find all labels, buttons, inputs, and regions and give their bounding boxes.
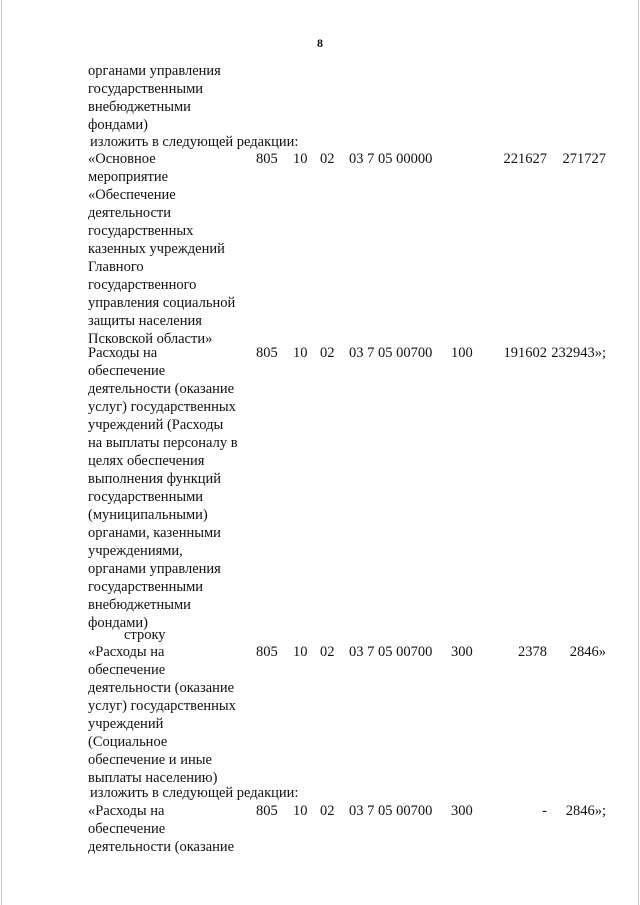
text-line: фондами) [88,117,148,133]
section-code: 10 [293,345,308,361]
expense-type-code: 300 [451,644,473,660]
row-name-line: фондами) [88,615,148,631]
instruction-text: изложить в следующей редакции: [90,134,299,150]
subsection-code: 02 [320,345,335,361]
row-name-line: государственными [88,579,204,595]
row-name-line: органами управления [88,561,221,577]
row-name-line: «Расходы на [88,803,165,819]
row-name-line: Главного [88,259,144,275]
row-name-line: Расходы на [88,345,158,361]
scan-edge-left [1,0,2,905]
row-name-line: услуг) государственных [88,698,236,714]
row-name-line: (муниципальными) [88,507,208,523]
row-name-line: выплаты населению) [88,770,218,786]
section-code: 10 [293,644,308,660]
amount-year-2: 2846» [569,644,606,660]
target-code: 03 7 05 00000 [349,151,433,167]
amount-year-2: 232943»; [551,345,606,361]
row-name-line: обеспечение [88,821,166,837]
target-code: 03 7 05 00700 [349,345,433,361]
amount-year-2: 2846»; [565,803,606,819]
amount-year-1: 2378 [518,644,547,660]
instruction-text: строку [124,627,166,643]
row-name-line: «Обеспечение [88,187,176,203]
instruction-text: изложить в следующей редакции: [90,785,299,801]
row-name-line: учреждений (Расходы [88,417,224,433]
subsection-code: 02 [320,644,335,660]
page-number: 8 [317,36,323,50]
row-name-line: обеспечение [88,363,166,379]
row-name-line: обеспечение и иные [88,752,212,768]
subsection-code: 02 [320,151,335,167]
row-name-line: (Социальное [88,734,168,750]
expense-type-code: 100 [451,345,473,361]
amount-year-2: 271727 [562,151,606,167]
ministry-code: 805 [256,345,278,361]
ministry-code: 805 [256,644,278,660]
row-name-line: деятельности (оказание [88,680,235,696]
row-name-line: государственного [88,277,197,293]
row-name-line: деятельности (оказание [88,381,235,397]
row-name-line: управления социальной [88,295,236,311]
ministry-code: 805 [256,151,278,167]
row-name-line: государственных [88,223,194,239]
row-name-line: защиты населения [88,313,202,329]
row-name-line: казенных учреждений [88,241,225,257]
row-name-line: целях обеспечения [88,453,205,469]
text-line: органами управления [88,63,221,79]
row-name-line: выполнения функций [88,471,222,487]
row-name-line: на выплаты персоналу в [88,435,238,451]
scan-edge-right [638,0,639,905]
expense-type-code: 300 [451,803,473,819]
row-name-line: обеспечение [88,662,166,678]
ministry-code: 805 [256,803,278,819]
text-line: государственными [88,81,204,97]
row-name-line: услуг) государственных [88,399,236,415]
text-line: внебюджетными [88,99,191,115]
row-name-line: «Расходы на [88,644,165,660]
section-code: 10 [293,151,308,167]
row-name-line: деятельности (оказание [88,839,235,855]
target-code: 03 7 05 00700 [349,644,433,660]
row-name-line: мероприятие [88,169,169,185]
row-name-line: органами, казенными [88,525,221,541]
row-name-line: «Основное [88,151,156,167]
amount-year-1: 221627 [503,151,547,167]
row-name-line: учреждениями, [88,543,183,559]
amount-year-1: 191602 [503,345,547,361]
subsection-code: 02 [320,803,335,819]
row-name-line: внебюджетными [88,597,191,613]
row-name-line: учреждений [88,716,164,732]
target-code: 03 7 05 00700 [349,803,433,819]
row-name-line: деятельности [88,205,172,221]
row-name-line: Псковской области» [88,331,213,347]
row-name-line: государственными [88,489,204,505]
amount-year-1: - [542,803,547,819]
section-code: 10 [293,803,308,819]
